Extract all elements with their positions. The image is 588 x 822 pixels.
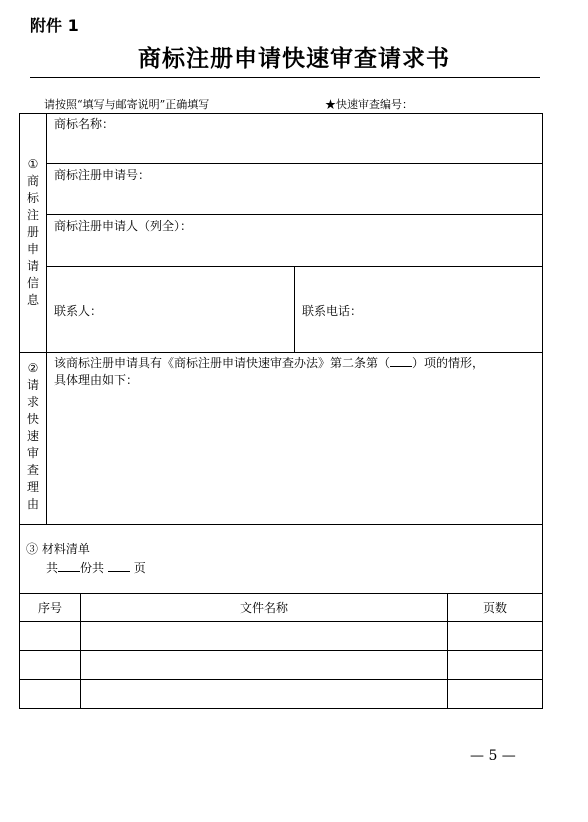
label-column-divider: [46, 113, 47, 524]
materials-list-label: ③ 材料清单: [26, 542, 90, 556]
section1-label-char: 商: [26, 174, 39, 188]
trademark-name-field[interactable]: 商标名称：: [54, 117, 115, 131]
section2-label-char: 求: [26, 395, 39, 409]
section2-number: ②: [27, 361, 39, 375]
clause-blank[interactable]: [390, 366, 412, 367]
section-divider: [19, 524, 543, 525]
materials-count-line: [46, 560, 146, 577]
section2-label-char: 审: [26, 446, 39, 460]
table-cell-index[interactable]: [20, 680, 80, 708]
copies-unit: 份共: [80, 561, 105, 575]
section2-label-char: 快: [26, 412, 39, 426]
annex-label: 附件 1: [30, 16, 79, 35]
section2-label-char: 理: [26, 480, 39, 494]
pages-blank[interactable]: [108, 571, 130, 572]
contact-column-divider: [294, 266, 295, 353]
table-row: [20, 680, 542, 708]
table-cell-pages[interactable]: [448, 651, 542, 679]
section1-label-char: 息: [26, 293, 39, 307]
form-border-right: [542, 113, 543, 709]
serial-number-label: ★快速审查编号：: [325, 98, 413, 111]
reason-text-before: 该商标注册申请具有《商标注册申请快速审查办法》第二条第（: [54, 356, 391, 370]
table-cell-filename[interactable]: [81, 651, 447, 679]
copies-blank[interactable]: [58, 571, 80, 572]
reason-input-area[interactable]: [48, 392, 540, 522]
count-prefix: 共: [46, 561, 59, 575]
section1-label-char: 册: [26, 225, 39, 239]
reason-statement: [54, 355, 538, 372]
section-divider: [19, 593, 543, 594]
table-cell-filename[interactable]: [81, 622, 447, 650]
section-divider: [19, 352, 543, 353]
section2-label-char: 请: [26, 378, 39, 392]
section2-label-char: 速: [26, 429, 39, 443]
form-border-bottom: [19, 708, 543, 709]
section2-label-char: 查: [26, 463, 39, 477]
pages-unit: 页: [133, 561, 146, 575]
section1-label-char: 请: [26, 259, 39, 273]
page-number: — 5 —: [470, 748, 516, 764]
section1-label-char: 标: [26, 191, 39, 205]
table-header-pages: 页数: [482, 601, 507, 615]
section1-label: [20, 156, 46, 309]
section1-label-char: 信: [26, 276, 39, 290]
application-number-field[interactable]: 商标注册申请号：: [54, 168, 151, 182]
row-divider: [46, 163, 543, 164]
contact-person-field[interactable]: 联系人：: [54, 304, 103, 318]
reason-text-line2: 具体理由如下：: [54, 373, 139, 387]
section2-label: [20, 360, 46, 513]
applicant-field[interactable]: 商标注册申请人（列全）：: [54, 219, 193, 233]
table-header-filename: 文件名称: [239, 601, 288, 615]
form-border-top: [19, 113, 543, 114]
row-divider: [46, 214, 543, 215]
table-cell-filename[interactable]: [81, 680, 447, 708]
reason-text-after: ）项的情形，: [412, 356, 485, 370]
page-title: 商标注册申请快速审查请求书: [138, 45, 450, 72]
table-cell-index[interactable]: [20, 622, 80, 650]
table-cell-index[interactable]: [20, 651, 80, 679]
table-header-index: 序号: [37, 601, 62, 615]
table-cell-pages[interactable]: [448, 680, 542, 708]
contact-phone-field[interactable]: 联系电话：: [302, 304, 363, 318]
table-row: [20, 651, 542, 679]
section2-label-char: 由: [26, 497, 39, 511]
section1-label-char: 注: [26, 208, 39, 222]
fill-instruction: 请按照“填写与邮寄说明”正确填写: [44, 98, 210, 111]
table-row: [20, 622, 542, 650]
table-cell-pages[interactable]: [448, 622, 542, 650]
section1-number: ①: [27, 157, 39, 171]
section1-label-char: 申: [26, 242, 39, 256]
